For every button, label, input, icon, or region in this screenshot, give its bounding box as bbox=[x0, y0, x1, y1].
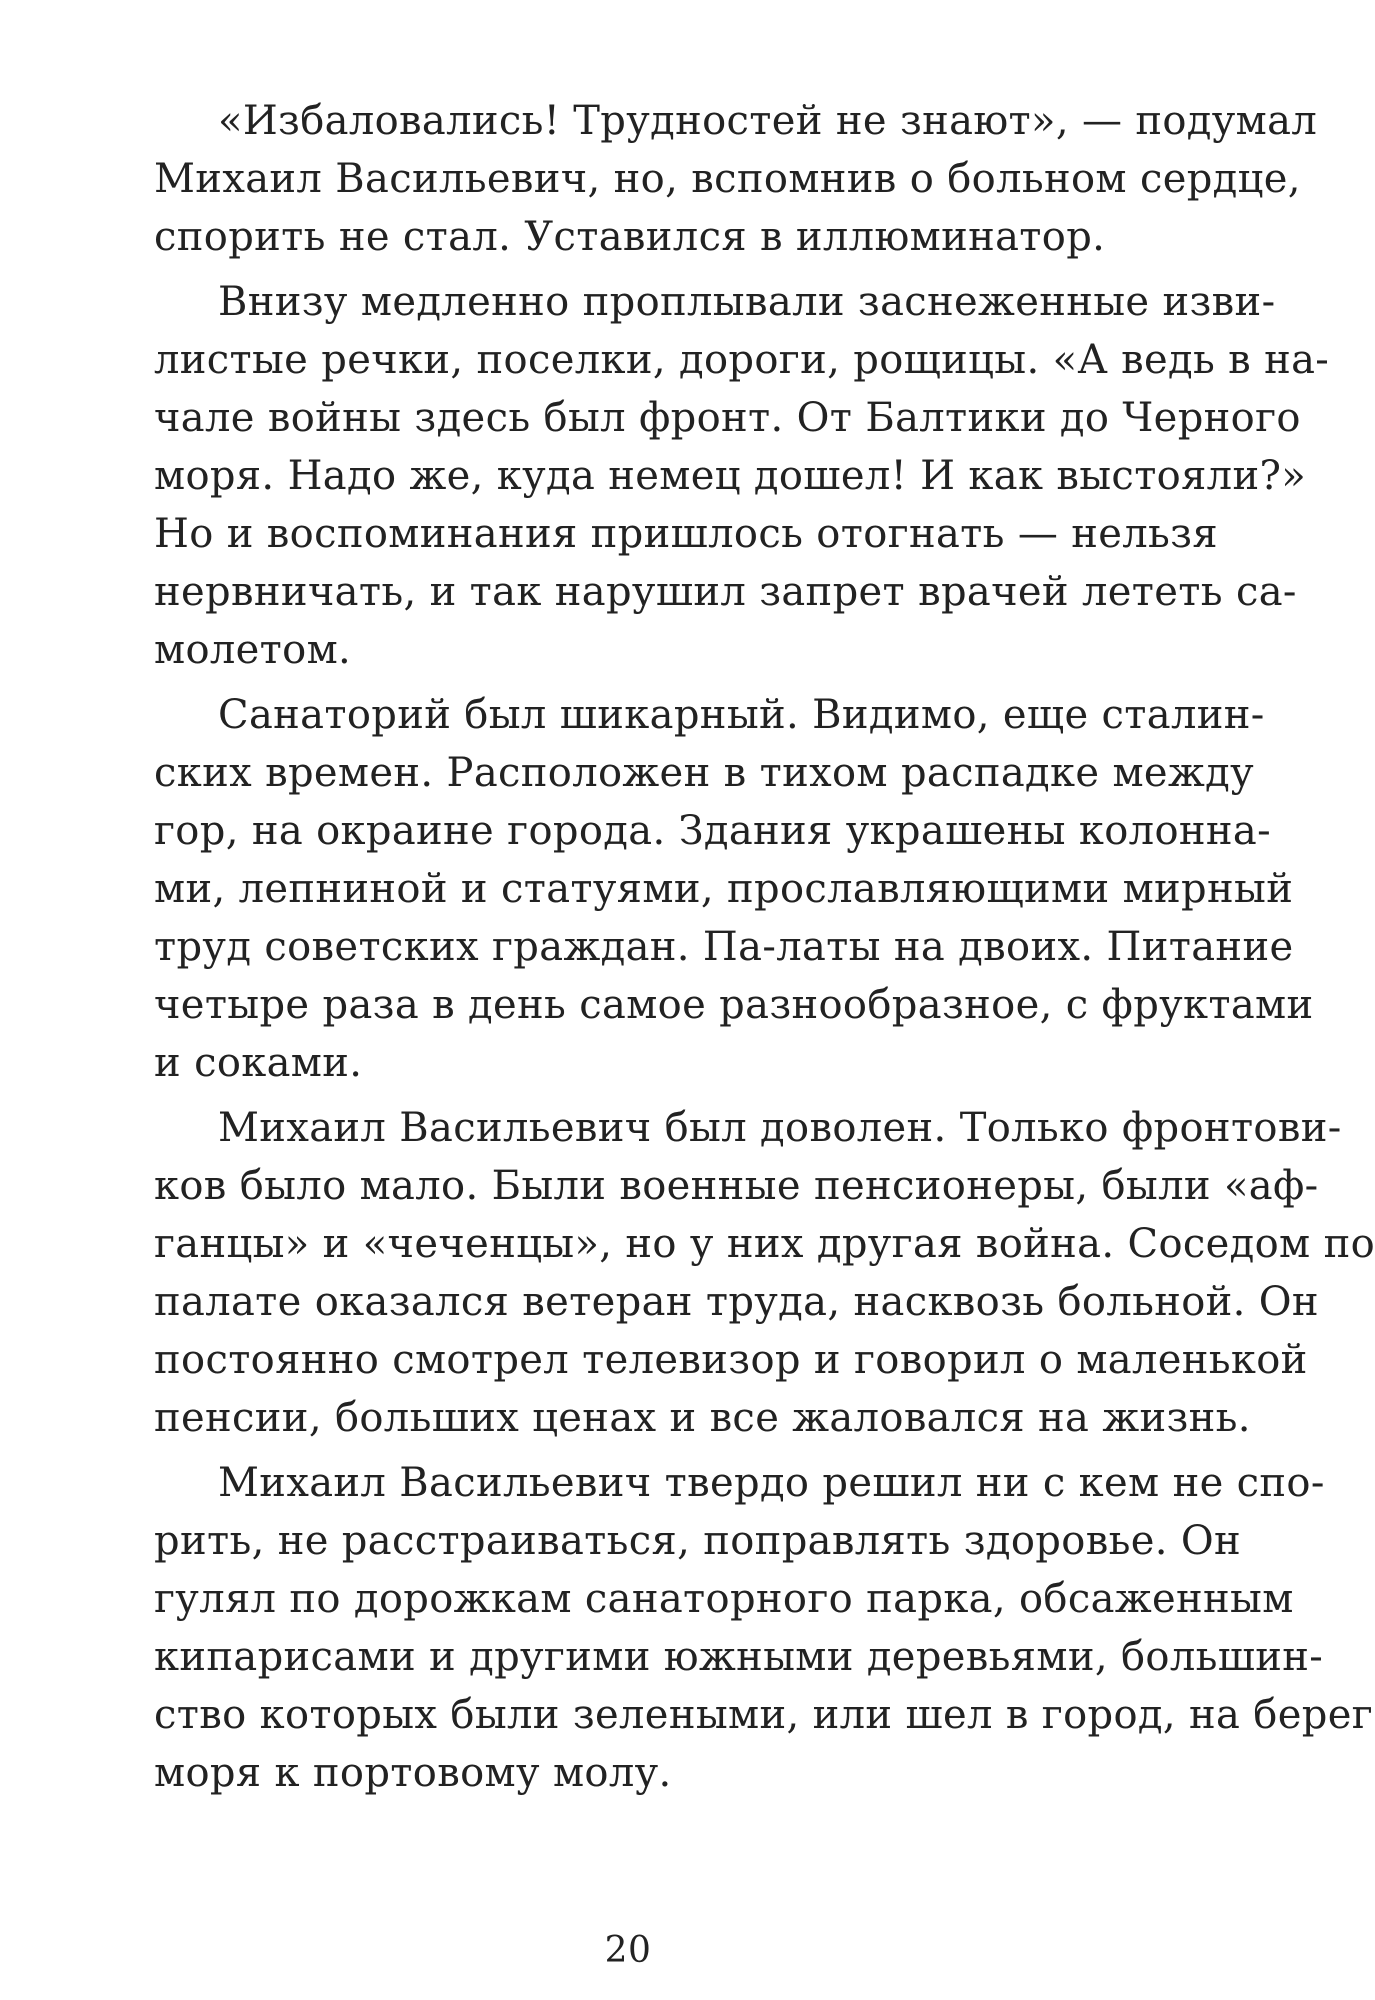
text-line: ков было мало. Были военные пенсионеры, были «аф- bbox=[154, 1163, 1319, 1209]
body-text bbox=[154, 92, 1375, 1802]
text-line: чале войны здесь был фронт. От Балтики до Черного bbox=[154, 395, 1301, 441]
paragraph-gap bbox=[154, 679, 1212, 686]
text-line: ганцы» и «чеченцы», но у них другая война. Соседом по bbox=[154, 1221, 1375, 1267]
text-line: ство которых были зелеными, или шел в город, на берег bbox=[154, 1692, 1374, 1738]
text-line: и соками. bbox=[154, 1040, 363, 1086]
paragraph-3 bbox=[154, 686, 1314, 1092]
text-line: гулял по дорожкам санаторного парка, обсаженным bbox=[154, 1576, 1294, 1622]
text-line: моря к портовому молу. bbox=[154, 1750, 672, 1796]
paragraph-5 bbox=[154, 1454, 1374, 1802]
page-number: 20 bbox=[604, 1930, 652, 1971]
text-line: пенсии, больших ценах и все жаловался на жизнь. bbox=[154, 1395, 1251, 1441]
paragraph-gap bbox=[154, 266, 1212, 273]
text-line: ми, лепниной и статуями, прославляющими мирный bbox=[154, 866, 1294, 912]
text-line: рить, не расстраиваться, поправлять здоровье. Он bbox=[154, 1518, 1241, 1564]
text-line: листые речки, поселки, дороги, рощицы. «А ведь в на- bbox=[154, 337, 1330, 383]
paragraph-1 bbox=[154, 92, 1318, 266]
paragraph-gap bbox=[154, 1447, 1212, 1454]
text-line: Михаил Васильевич был доволен. Только фронтови- bbox=[218, 1105, 1342, 1151]
text-line: Михаил Васильевич твердо решил ни с кем не спо- bbox=[218, 1460, 1325, 1506]
text-line: ских времен. Расположен в тихом распадке между bbox=[154, 750, 1254, 796]
text-line: Михаил Васильевич, но, вспомнив о больном сердце, bbox=[154, 156, 1301, 202]
text-line: Санаторий был шикарный. Видимо, еще сталин- bbox=[218, 692, 1265, 738]
text-line: палате оказался ветеран труда, насквозь больной. Он bbox=[154, 1279, 1319, 1325]
text-line: «Избаловались! Трудностей не знают», — подумал bbox=[218, 98, 1318, 144]
paragraph-2 bbox=[154, 273, 1330, 679]
text-line: четыре раза в день самое разнообразное, с фруктами bbox=[154, 982, 1314, 1028]
text-line: Но и воспоминания пришлось отогнать — нельзя bbox=[154, 511, 1218, 557]
text-line: нервничать, и так нарушил запрет врачей лететь са- bbox=[154, 569, 1297, 615]
text-line: моря. Надо же, куда немец дошел! И как выстояли?» bbox=[154, 453, 1307, 499]
text-line: гор, на окраине города. Здания украшены колонна- bbox=[154, 808, 1271, 854]
text-line: Внизу медленно проплывали заснеженные изви- bbox=[218, 279, 1276, 325]
paragraph-4 bbox=[154, 1099, 1375, 1447]
text-line: молетом. bbox=[154, 627, 352, 673]
paragraph-gap bbox=[154, 1092, 1212, 1099]
text-line: кипарисами и другими южными деревьями, большин- bbox=[154, 1634, 1324, 1680]
text-line: труд советских граждан. Па-латы на двоих. Питание bbox=[154, 924, 1294, 970]
text-line: спорить не стал. Уставился в иллюминатор. bbox=[154, 214, 1106, 260]
text-line: постоянно смотрел телевизор и говорил о маленькой bbox=[154, 1337, 1308, 1383]
